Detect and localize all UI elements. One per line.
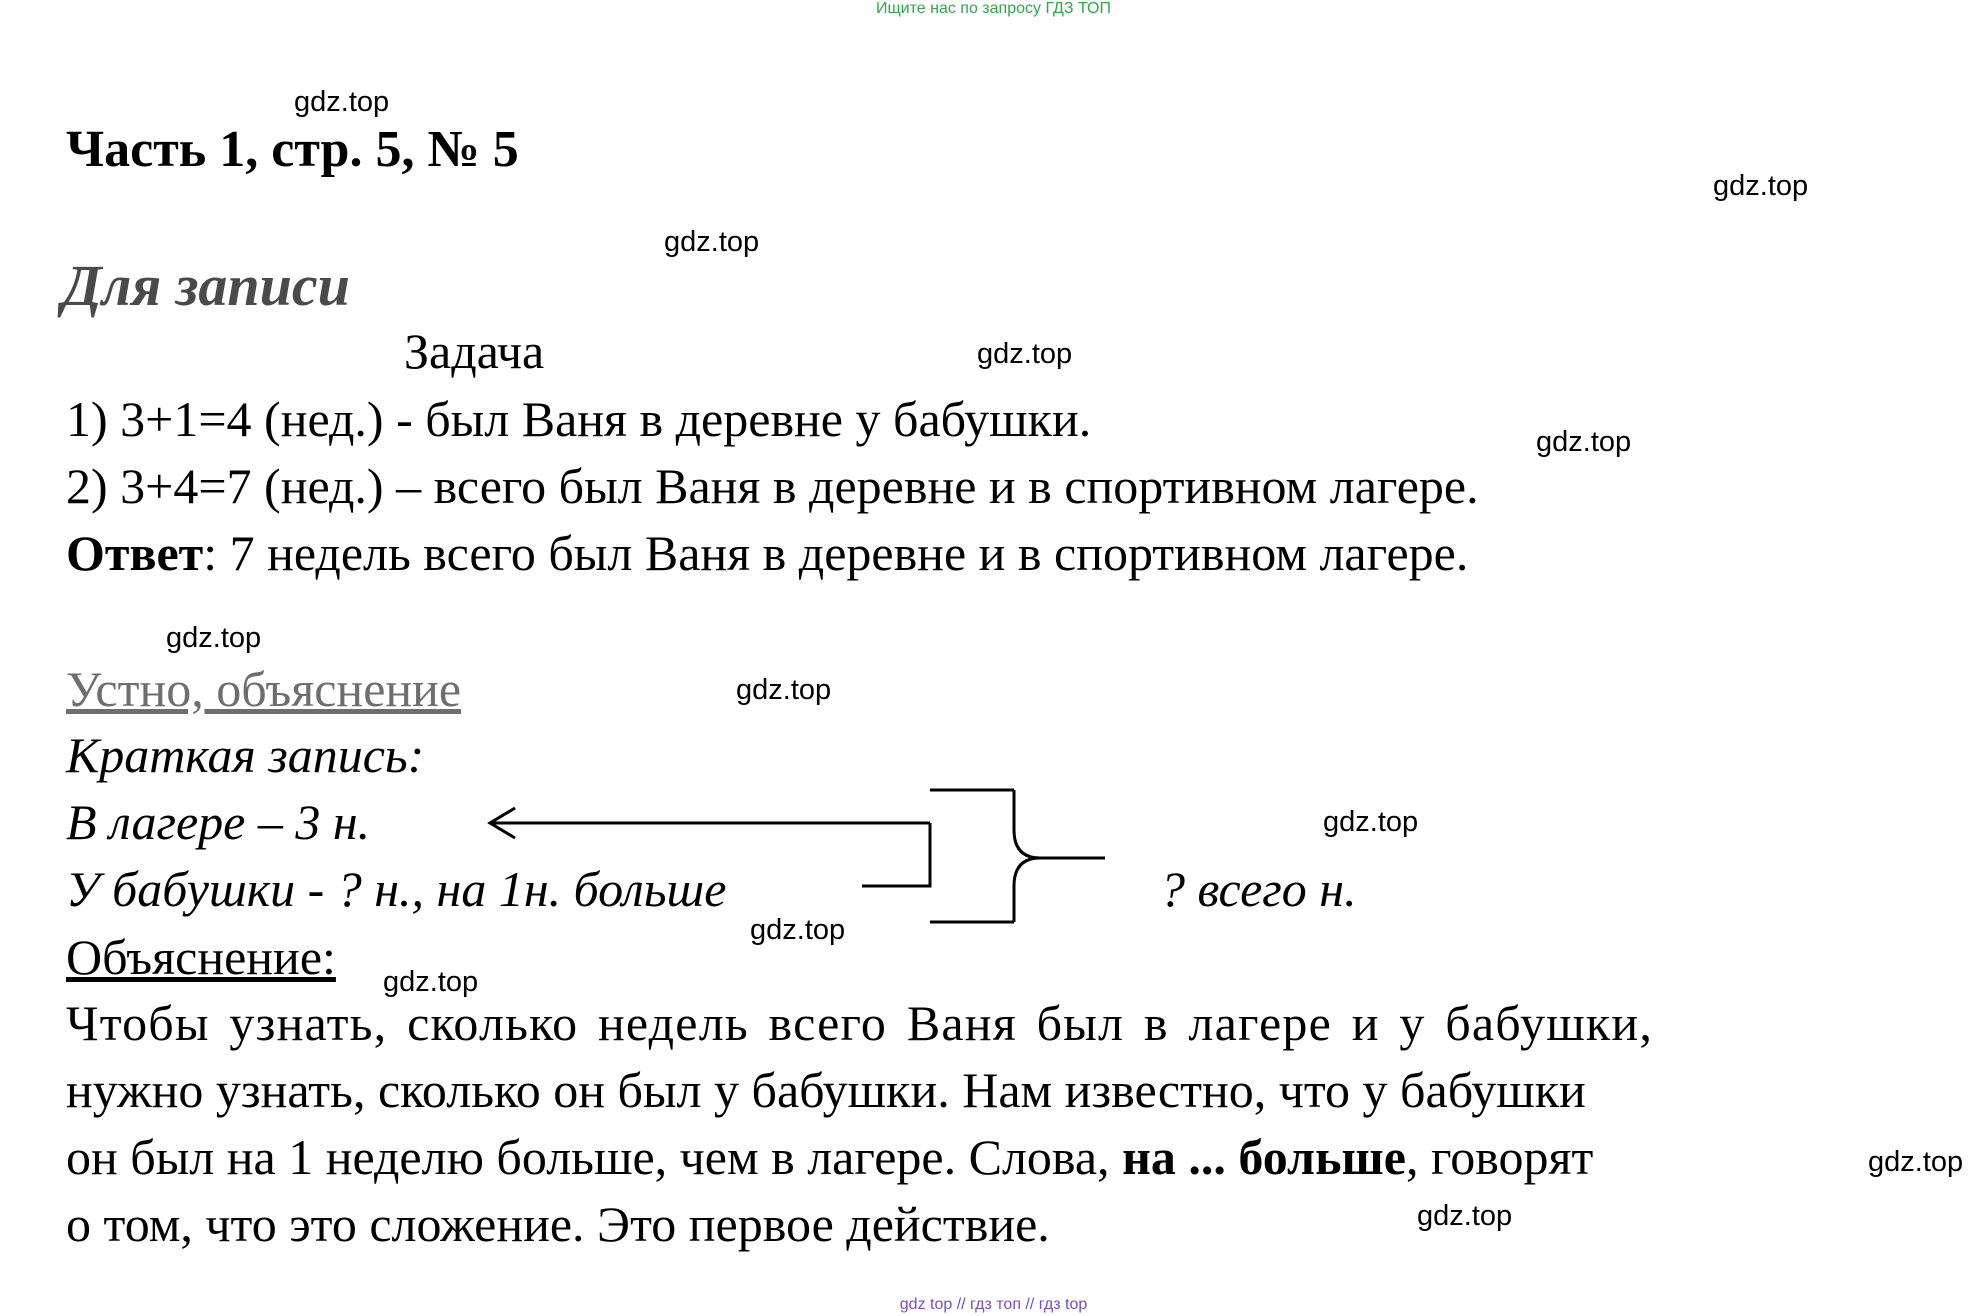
explanation-line-1: Чтобы узнать, сколько недель всего Ваня был в лагере и у бабушки, xyxy=(66,995,1654,1051)
watermark: gdz.top xyxy=(1868,1146,1964,1178)
solution-step-2: 2) 3+4=7 (нед.) – всего был Ваня в деревне и в спортивном лагере. xyxy=(66,458,1479,514)
explanation-heading: Объяснение xyxy=(66,929,323,985)
explanation-colon: : xyxy=(322,929,336,985)
solution-step-1: 1) 3+1=4 (нед.) - был Ваня в деревне у бабушки. xyxy=(66,391,1092,447)
watermark: gdz.top xyxy=(664,226,760,258)
connector-line xyxy=(862,823,930,886)
watermark: gdz.top xyxy=(977,338,1073,370)
bottom-banner: gdz top // гдз топ // гдз top xyxy=(899,1296,1088,1313)
watermark: gdz.top xyxy=(1323,806,1419,838)
watermark: gdz.top xyxy=(736,674,832,706)
page-title: Часть 1, стр. 5, № 5 xyxy=(66,121,519,178)
watermark: gdz.top xyxy=(1417,1200,1513,1232)
short-record-grandma: У бабушки - ? н., на 1н. больше xyxy=(66,861,727,917)
watermark: gdz.top xyxy=(1713,170,1809,202)
explanation-line-3 xyxy=(66,1128,1846,1186)
section-heading-write: Для записи xyxy=(62,253,350,318)
watermark: gdz.top xyxy=(750,914,846,946)
watermark: gdz.top xyxy=(1536,426,1632,458)
short-record-total: ? всего н. xyxy=(1160,861,1357,917)
short-record-heading: Краткая запись: xyxy=(66,727,425,783)
watermark: gdz.top xyxy=(294,86,390,118)
top-banner: Ищите нас по запросу ГДЗ ТОП xyxy=(876,0,1111,17)
explanation-line-3-end: , говорят xyxy=(1405,1129,1594,1185)
explanation-line-3-start: он был на 1 неделю больше, чем в лагере. Слова, xyxy=(66,1129,1123,1185)
section-heading-oral: Устно, объяснение xyxy=(66,661,462,717)
watermark: gdz.top xyxy=(166,622,262,654)
short-record-camp: В лагере – 3 н. xyxy=(66,794,371,850)
explanation-heading-line xyxy=(66,928,336,986)
explanation-keyword: на ... больше xyxy=(1122,1129,1406,1185)
explanation-line-2: нужно узнать, сколько он был у бабушки. Нам известно, что у бабушки xyxy=(66,1062,1586,1118)
answer-label: Ответ xyxy=(66,525,204,581)
task-heading: Задача xyxy=(404,323,545,379)
explanation-line-4: о том, что это сложение. Это первое действие. xyxy=(66,1196,1050,1252)
watermark: gdz.top xyxy=(383,966,479,998)
answer-text: : 7 недель всего был Ваня в деревне и в спортивном лагере. xyxy=(203,525,1469,581)
brace-icon xyxy=(1014,790,1105,922)
